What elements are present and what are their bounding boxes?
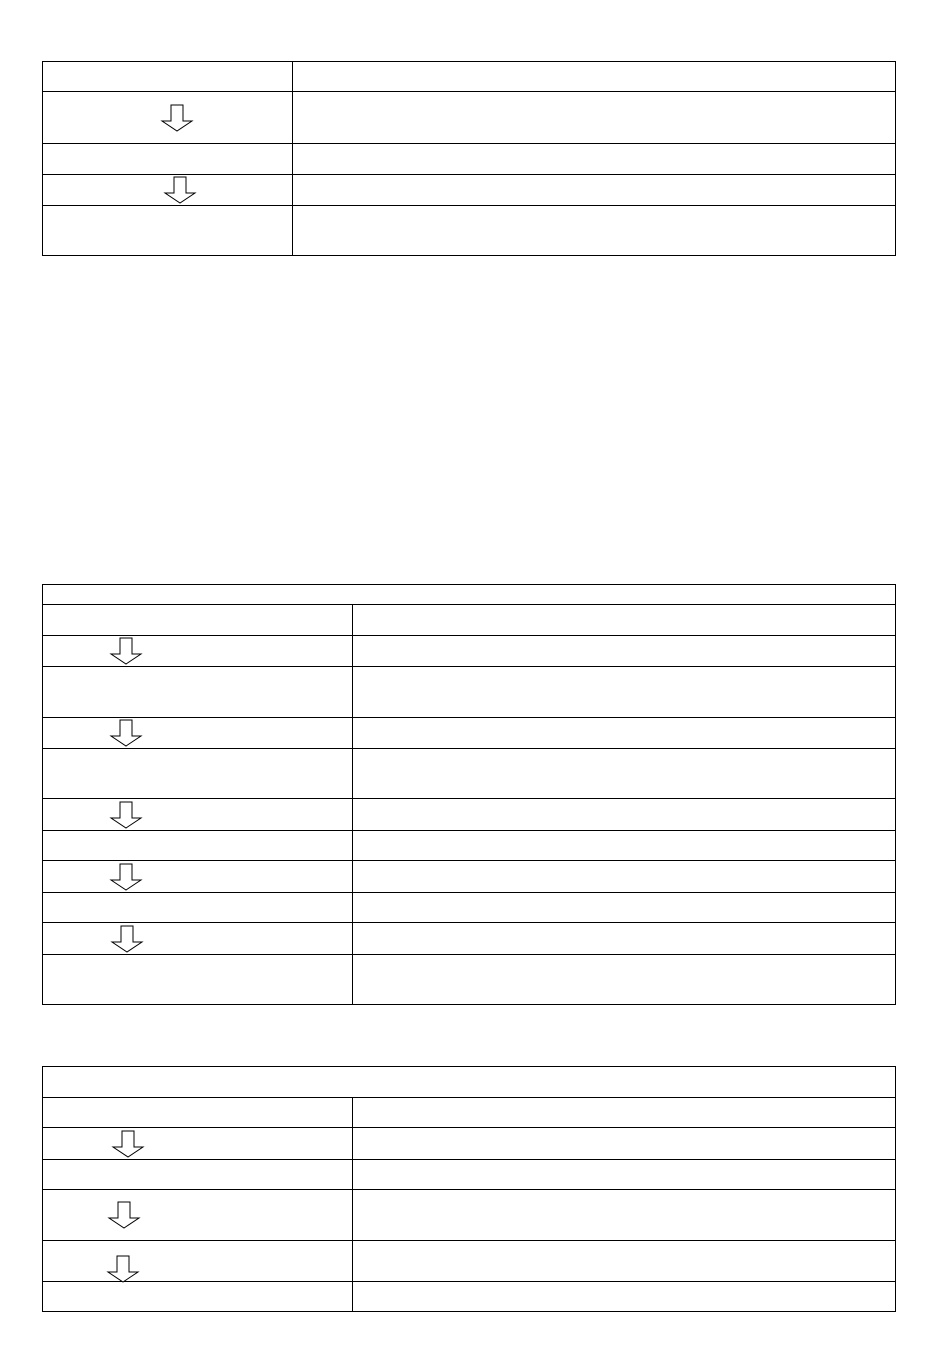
down-arrow-icon	[111, 1130, 145, 1158]
table-cell-right	[353, 861, 896, 893]
table-cell-right	[353, 605, 896, 636]
table-cell-right	[353, 749, 896, 799]
table-row	[43, 92, 896, 144]
table-row	[43, 1241, 896, 1282]
table-row	[43, 206, 896, 256]
table-row	[43, 893, 896, 923]
table-cell-right	[353, 1190, 896, 1241]
table-header-cell	[43, 1067, 896, 1098]
table-cell-right	[293, 175, 896, 206]
table-cell-left	[43, 175, 293, 206]
table-cell-right	[353, 893, 896, 923]
down-arrow-icon	[160, 104, 194, 132]
table-cell-left	[43, 206, 293, 256]
table-row	[43, 718, 896, 749]
table-row	[43, 667, 896, 718]
table-cell-right	[353, 1128, 896, 1160]
table-cell-left	[43, 636, 353, 667]
table-cell-left	[43, 799, 353, 831]
down-arrow-icon	[107, 1201, 141, 1229]
table-cell-left	[43, 749, 353, 799]
table-cell-right	[293, 92, 896, 144]
table-row	[43, 749, 896, 799]
down-arrow-icon	[109, 863, 143, 891]
table-cell-left	[43, 1128, 353, 1160]
table-cell-right	[353, 923, 896, 955]
table-cell-right	[353, 1241, 896, 1282]
table-row	[43, 831, 896, 861]
table-cell-left	[43, 923, 353, 955]
down-arrow-icon	[106, 1255, 140, 1283]
flow-table-3	[42, 1066, 896, 1312]
flow-table-1	[42, 61, 896, 256]
table-cell-left	[43, 62, 293, 92]
down-arrow-icon	[110, 925, 144, 953]
table-cell-left	[43, 861, 353, 893]
table-header-row	[43, 1067, 896, 1098]
table-cell-right	[353, 1160, 896, 1190]
table-row	[43, 1160, 896, 1190]
table-row	[43, 62, 896, 92]
table-cell-right	[353, 955, 896, 1005]
table-row	[43, 1282, 896, 1312]
table-row	[43, 144, 896, 175]
table-cell-left	[43, 667, 353, 718]
table-cell-left	[43, 1098, 353, 1128]
table-header-cell	[43, 585, 896, 605]
table-row	[43, 175, 896, 206]
flow-table-2	[42, 584, 896, 1005]
table-cell-left	[43, 955, 353, 1005]
table-row	[43, 605, 896, 636]
down-arrow-icon	[109, 719, 143, 747]
table-row	[43, 1128, 896, 1160]
down-arrow-icon	[109, 801, 143, 829]
table-row	[43, 955, 896, 1005]
down-arrow-icon	[109, 637, 143, 665]
table-cell-right	[353, 1098, 896, 1128]
table-cell-left	[43, 1190, 353, 1241]
table-cell-right	[353, 799, 896, 831]
table-cell-right	[353, 636, 896, 667]
table-cell-right	[293, 206, 896, 256]
table-cell-left	[43, 831, 353, 861]
table-cell-right	[353, 831, 896, 861]
table-cell-left	[43, 1160, 353, 1190]
table-cell-left	[43, 92, 293, 144]
table-row	[43, 861, 896, 893]
table-cell-left	[43, 605, 353, 636]
table-header-row	[43, 585, 896, 605]
table-cell-right	[293, 144, 896, 175]
table-row	[43, 923, 896, 955]
table-cell-left	[43, 893, 353, 923]
table-cell-right	[353, 1282, 896, 1312]
table-cell-left	[43, 1241, 353, 1282]
table-cell-left	[43, 144, 293, 175]
table-row	[43, 636, 896, 667]
table-cell-left	[43, 1282, 353, 1312]
table-row	[43, 1098, 896, 1128]
table-row	[43, 799, 896, 831]
table-cell-right	[353, 718, 896, 749]
down-arrow-icon	[163, 176, 197, 204]
table-cell-right	[293, 62, 896, 92]
table-cell-left	[43, 718, 353, 749]
table-cell-right	[353, 667, 896, 718]
table-row	[43, 1190, 896, 1241]
